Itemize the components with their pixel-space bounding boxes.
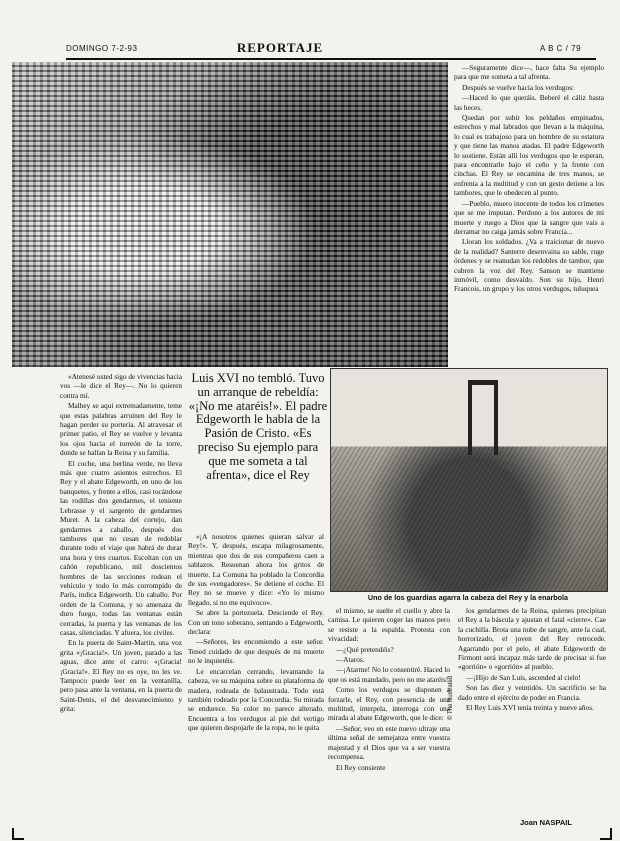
- image-caption: Uno de los guardias agarra la cabeza del Rey y la enarbola: [367, 593, 569, 602]
- paragraph: Lloran los soldados. ¿Va a traicionar de nuevo de la realidad? Santerre desenvaina su sable, ruge órdenes y se reanudan los redobles de tambor, que cubren la voz del Rey. Sanson se mantiene inmóvil, como desvaído. Son su hijo, Henri Francois, un grupo y los otros verdugos, tuluquea: [454, 237, 604, 294]
- paragraph: —¿Qué pretendéis?: [336, 644, 394, 654]
- paragraph: Después se vuelve hacia los verdugos:: [462, 82, 575, 92]
- paragraph: Quedan por subir los peldaños empinados, estrechos y mal labrados que llevan a la máquina, lo cual es trabajoso para un hombre de su estatura y que tiene las manos atadas. El padre Edgeworth lo sostiene. Están allí los verdugos que le esperan, para encontrarle bajo el ceño y la frente con cinchas. El Rey se encamina de tres manos, se enfrenta a la multitud y con un gesto detiene a los tambores, que le obedecen al punto.: [454, 113, 604, 198]
- paragraph: —Ataros.: [336, 655, 365, 665]
- paragraph: «¡A nosotros quienes quieran salvar al Rey!». Y, después, escapa milagrosamente, mientras que dos de sus compañeros caen a sablazos. Resuenan ahora los gritos de muerte. La Comuna ha poblado la Concordia de sus «vengadores». Se detiene el coche. El Rey no se mueve y dice: «Yo lo mismo llegado, si no me equivoco».: [188, 532, 324, 607]
- crop-mark: [600, 828, 612, 840]
- column-c1: [328, 606, 450, 831]
- paragraph: —Pueblo, muero inocente de todos los crímenes que se me imputan. Perdono a los autores de mi muerte y ruego a Dios que la sangre que vais a derramar no caiga jamás sobre Francia...: [454, 198, 604, 236]
- portrait-photo: [12, 62, 448, 367]
- column-right-top: [454, 63, 604, 363]
- page-number: A B C / 79: [540, 44, 582, 53]
- paragraph: El Rey consiente: [336, 762, 386, 772]
- paragraph: el mismo, se suelte el cuello y abre la camisa. Le quieren coger las manos pero se resiste a la espalda. Protesta con vivacidad:: [328, 606, 450, 644]
- paragraph: El coche, una berlina verde, no lleva más que cuatro asientos estrechos. El Rey y el abate Edgeworth, en uno de los banquetes, y frente a ellos, casi tocándose las rodillas dos gendarmes, el teniente Lebrasse y el sargento de gendarmes Muret. A la cabeza del cortejo, dan gendarmes a caballo, después dos tambores que no cesan de redoblar durante todo el viaje que habrá de durar una hora y tres cuartos. Escoltan con un cañón republicano, mil doscientos hombres de las secciones rodean el vehículo y todo lo más corrompido de París, indica Edgeworth. Un caballo. Por orden de la Comuna, y so amenaza de duro fuego, todas las ventanas están cerradas, la puerta y las ventanas de los casas, silenciadas. Y afuera, los civiles.: [60, 458, 182, 637]
- paragraph: Se abre la portezuela. Desciende el Rey. Con un tono soberano, sentando a Edgeworth, declara:: [188, 608, 324, 637]
- vertical-credit: © The Illustrated: [448, 676, 454, 720]
- paragraph: —Señores, les encomiendo a este señor. Tened cuidado de que después de mi muerte no le inquietéis.: [188, 637, 324, 666]
- paragraph: —Señor, veo en este nuevo ultraje una última señal de semejanza entre vuestra majestad y el Dios que va a ser vuestra recompensa.: [328, 723, 450, 762]
- paragraph: En la puerta de Saint-Martin, una voz grita «¡Gracia!». Un joven, parado a las aguas, dice ante el carro: «¡Gracia! ¡Gracia!». El Rey no es oye, no les ve. Tampoco puede leer en la ventanilla, pero pasa ante la ventana, en la puerta de Saint-Denis, el del desvanecimiento y grita:: [60, 638, 182, 714]
- paragraph: «Atenesé usted sigo de vivencias hacia vos —le dice el Rey—. No lo quieren contra mí.: [60, 372, 182, 400]
- paragraph: —¡Atarme! No lo consentiré. Haced lo que os está mandado, pero no me ataréis!: [328, 665, 450, 684]
- paragraph: Malhey se aquí extremadamente, teme que estas palabras arruinen del Rey le hagan perder su portería. Al atravesar el primer patio, el Rey se vuelve y levanta los ojos hacia el torreón de la torre, donde se hallan la Reina y su familia.: [60, 401, 182, 458]
- paragraph: —¡Hijo de San Luis, ascended al cielo!: [466, 672, 581, 682]
- paragraph: Como los verdugos se disponen a forzarle, el Rey, con presencia de una multitud, interpela, interroga con una mirada al abate Edgeworth, que le dice:: [328, 685, 450, 723]
- paragraph: Le encarcelan cerrando, levantando la cabeza, ve su máquina sobre su plataforma de madera, rodeada de balaustrada. Todo está también rodeado por la Concordia. Su mirada se endurece. Su color no parece alterado. Encuentra a los verdugos al pie del vertigo que quieren despojarle de la ropa, no le quita: [188, 666, 324, 733]
- column-left: [60, 372, 182, 832]
- paragraph: Son las diez y veintidós. Un sacrificio se ha dado entre el ejército de poder en Francia.: [458, 683, 606, 702]
- crop-mark: [12, 828, 24, 840]
- pull-quote: Luis XVI no tembló. Tuvo un arranque de rebeldía: «¡No me ataréis!». El padre Edgeworth le habla de la Pasión de Cristo. «Es preciso Su ejemplo para que me someta a tal afrenta», dice el Rey: [188, 371, 328, 482]
- paragraph: El Rey Luis XVI tenía treinta y nueve años.: [466, 703, 594, 713]
- paragraph: —Haced lo que queráis. Beberé el cáliz hasta las heces.: [454, 93, 604, 112]
- author-signature: Joan NASPAIL: [520, 818, 572, 827]
- section-title: REPORTAJE: [236, 40, 324, 55]
- paragraph: los gendarmes de la Reina, quienes precipitan el Rey a la báscula y ajustan el fatal «cierre». Cae la cuchilla. Brota una nube de sangre, ante la cual, horrorizado, el joven del Rey retrocede. Agarrando por el pelo, el abate Edgeworth de Firmont será incapaz más tarde de precisar si fue «gorrión» o «gorrión» al pueblo.: [458, 606, 606, 672]
- header-rule: [66, 58, 596, 60]
- paragraph: —Seguramente dice—, hace falta Su ejemplo para que me someta a tal afrenta.: [454, 63, 604, 82]
- date: DOMINGO 7-2-93: [66, 44, 138, 53]
- column-c2: [458, 606, 606, 816]
- guillotine-icon: [468, 380, 498, 455]
- column-middle: [188, 532, 324, 832]
